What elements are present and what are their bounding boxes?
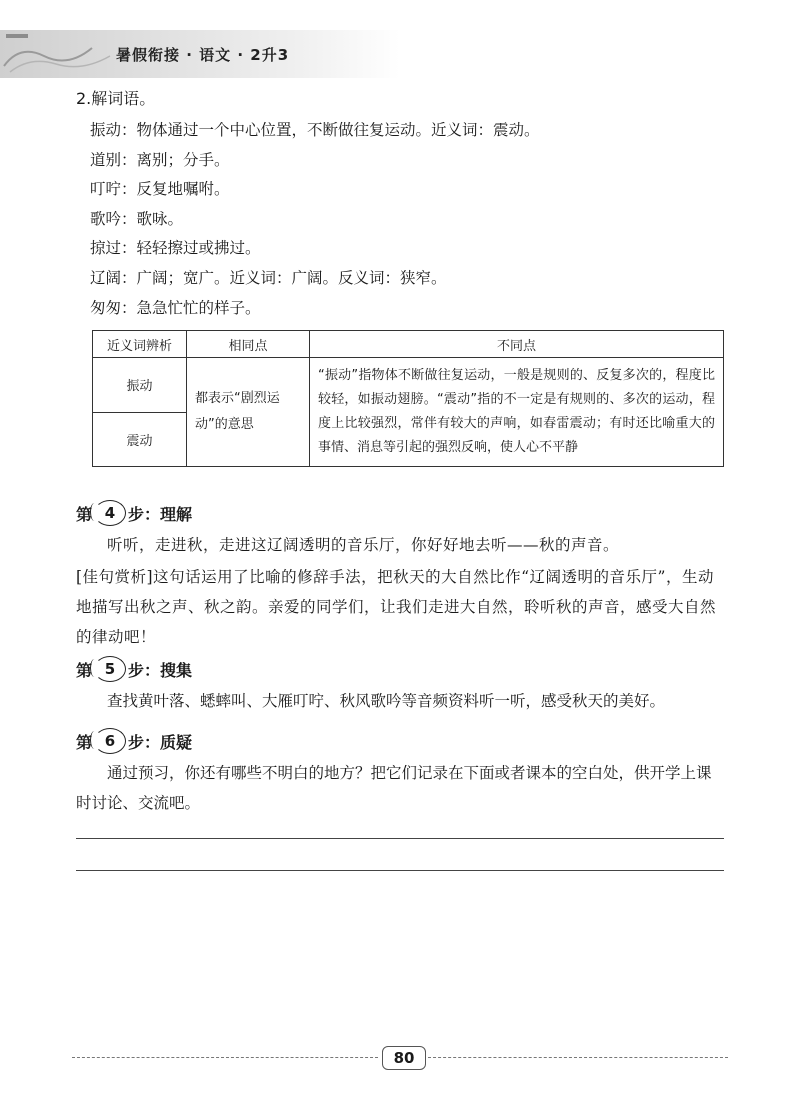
step-title: 步：理解 — [128, 504, 193, 524]
definition-item: 歌吟：歌咏。 — [90, 209, 184, 228]
step-5-heading — [76, 656, 192, 682]
definition-item: 振动：物体通过一个中心位置，不断做往复运动。近义词：震动。 — [90, 121, 540, 139]
header-ornament-icon — [0, 26, 120, 82]
difference-cell: “振动”指物体不断做往复运动，一般是规则的、反复多次的，程度比较轻，如振动翅膀。“震动”指的不一定是有规则的、多次的运动，程度上比较强烈，常伴有较大的声响，如春雷震动；有时还比喻重大的事情、消息等引起的强烈反响，使人心不平静 — [310, 358, 724, 467]
footer-dashed-line-right — [428, 1057, 728, 1058]
synonym-comparison-table — [92, 330, 724, 467]
definition-item: 辽阔：广阔；宽广。近义词：广阔。反义词：狭窄。 — [90, 268, 447, 287]
table-header-cell: 相同点 — [187, 331, 310, 358]
header-title: 暑假衔接 · 语文 · 2升3 — [116, 46, 290, 64]
table-header-cell: 近义词辨析 — [93, 331, 187, 358]
step-number-badge: 5 — [94, 656, 126, 682]
analysis-paragraph — [76, 562, 726, 652]
footer-dashed-line-left — [72, 1057, 378, 1058]
table-row — [93, 358, 724, 413]
step-title: 步：质疑 — [128, 732, 193, 752]
section-heading: 2.解词语。 — [76, 89, 156, 108]
similarity-cell: 都表示“剧烈运动”的意思 — [187, 358, 310, 467]
collect-paragraph: 查找黄叶落、蟋蟀叫、大雁叮咛、秋风歌吟等音频资料听一听，感受秋天的美好。 — [107, 692, 666, 710]
analysis-tag: [佳句赏析] — [76, 568, 154, 586]
word-cell-1: 振动 — [93, 358, 187, 413]
table-header-cell: 不同点 — [310, 331, 724, 358]
step-prefix: 第 — [76, 504, 93, 524]
step-prefix: 第 — [76, 660, 93, 680]
writing-line[interactable] — [76, 870, 724, 871]
quote-sentence: 听听，走进秋，走进这辽阔透明的音乐厅，你好好地去听——秋的声音。 — [107, 536, 620, 554]
table-header-row — [93, 331, 724, 358]
definition-item: 匆匆：急急忙忙的样子。 — [90, 298, 261, 317]
word-cell-2: 震动 — [93, 412, 187, 467]
step-6-heading — [76, 728, 192, 754]
writing-line[interactable] — [76, 838, 724, 839]
step-title: 步：搜集 — [128, 660, 193, 680]
step-4-heading — [76, 500, 192, 526]
step-number-badge: 6 — [94, 728, 126, 754]
question-paragraph: 通过预习，你还有哪些不明白的地方？把它们记录在下面或者课本的空白处，供开学上课时讨论、交流吧。 — [76, 764, 712, 812]
step-number-badge: 4 — [94, 500, 126, 526]
analysis-text: 这句话运用了比喻的修辞手法，把秋天的大自然比作“辽阔透明的音乐厅”，生动地描写出秋之声、秋之韵。亲爱的同学们，让我们走进大自然，聆听秋的声音，感受大自然的律动吧！ — [76, 568, 717, 646]
definition-item: 叮咛：反复地嘱咐。 — [90, 180, 230, 199]
step-prefix: 第 — [76, 732, 93, 752]
definitions-list — [90, 116, 540, 323]
page-number: 80 — [382, 1046, 426, 1070]
definition-item: 道别：离别；分手。 — [90, 150, 230, 169]
definition-item: 掠过：轻轻擦过或拂过。 — [90, 239, 261, 258]
